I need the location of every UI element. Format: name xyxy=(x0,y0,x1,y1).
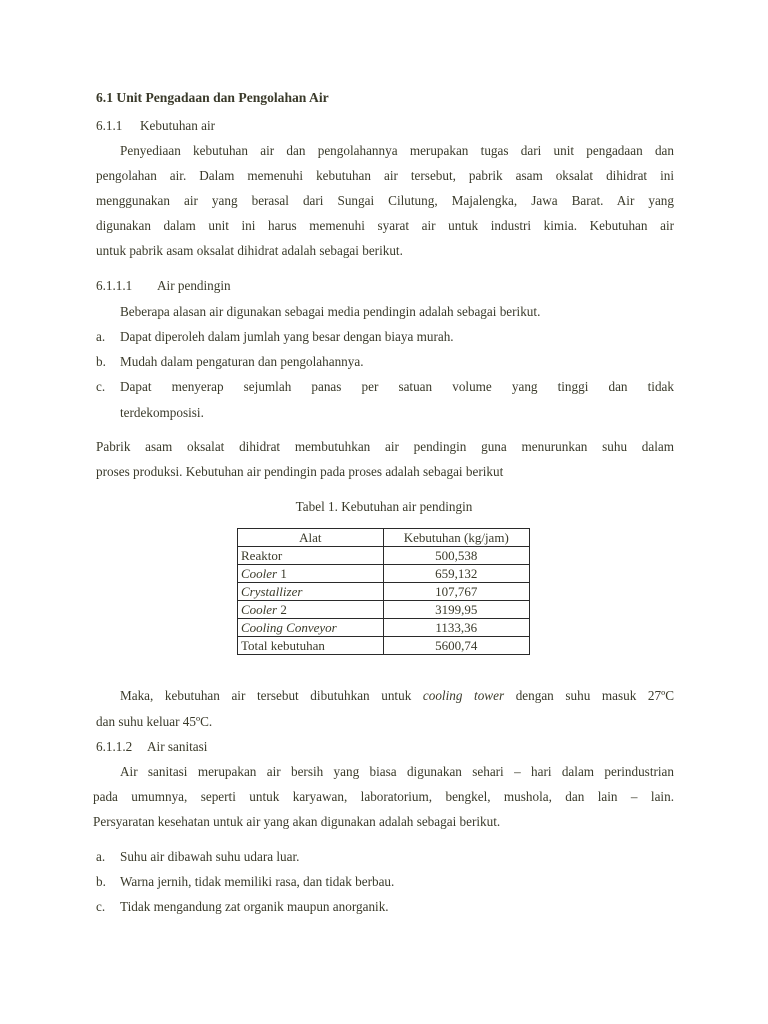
after-table-text: dengan suhu masuk 27ºC xyxy=(504,688,674,703)
section-title: 6.1 Unit Pengadaan dan Pengolahan Air xyxy=(96,90,329,105)
intro-line: pengolahan air. Dalam memenuhi kebutuhan air tersebut, pabrik asam oksalat dihidrat ini xyxy=(96,168,674,183)
cell-alat xyxy=(238,583,384,601)
intro-line: untuk pabrik asam oksalat dihidrat adalah sebagai berikut. xyxy=(96,243,403,258)
cell-value: 1133,36 xyxy=(383,619,529,637)
table-total-row xyxy=(238,637,530,655)
list-item: Mudah dalam pengaturan dan pengolahannya. xyxy=(120,354,364,369)
list-item: Dapat menyerap sejumlah panas per satuan volume yang tinggi dan tidak xyxy=(120,379,674,394)
cell-value: 5600,74 xyxy=(383,637,529,655)
table-row xyxy=(238,583,530,601)
intro-line: menggunakan air yang berasal dari Sungai Cilutung, Majalengka, Jawa Barat. Air yang xyxy=(96,193,674,208)
subsubsection-number: 6.1.1.1 xyxy=(96,278,133,293)
cell-alat-italic: Cooler xyxy=(241,566,278,581)
cell-alat xyxy=(238,565,384,583)
list-marker: a. xyxy=(96,329,106,344)
cell-alat-italic: Crystallizer xyxy=(241,584,303,599)
table-row xyxy=(238,565,530,583)
table-caption: Tabel 1. Kebutuhan air pendingin xyxy=(295,499,473,514)
after-table-italic: cooling tower xyxy=(422,688,505,703)
table-row xyxy=(238,547,530,565)
cell-alat: Reaktor xyxy=(238,547,384,565)
after-table-text: Maka, kebutuhan air tersebut dibutuhkan untuk xyxy=(120,688,423,703)
list-item-continuation: terdekomposisi. xyxy=(120,405,204,420)
subsection-number: 6.1.1 xyxy=(96,118,123,133)
cell-alat: Total kebutuhan xyxy=(238,637,384,655)
cell-value: 659,132 xyxy=(383,565,529,583)
cell-alat xyxy=(238,619,384,637)
cell-value: 500,538 xyxy=(383,547,529,565)
subsubsection-title: Air sanitasi xyxy=(147,739,208,754)
list-marker: c. xyxy=(96,899,106,914)
cell-alat xyxy=(238,601,384,619)
cell-alat-suffix: 1 xyxy=(277,566,287,581)
cell-value: 107,767 xyxy=(383,583,529,601)
cell-alat-italic: Cooler xyxy=(241,602,278,617)
cell-alat-suffix: 2 xyxy=(277,602,287,617)
list-item: Dapat diperoleh dalam jumlah yang besar dengan biaya murah. xyxy=(120,329,454,344)
sanitary-paragraph-line: pada umumnya, seperti untuk karyawan, laboratorium, bengkel, mushola, dan lain – lain. xyxy=(93,789,674,804)
sanitary-paragraph-line: Persyaratan kesehatan untuk air yang akan digunakan adalah sebagai berikut. xyxy=(93,814,501,829)
cell-alat-italic: Cooling Conveyor xyxy=(241,620,337,635)
header-alat: Alat xyxy=(238,529,384,547)
subsubsection-title: Air pendingin xyxy=(157,278,231,293)
cooling-paragraph-line: Pabrik asam oksalat dihidrat membutuhkan air pendingin guna menurunkan suhu dalam xyxy=(96,439,674,454)
cooling-water-table xyxy=(237,528,530,655)
list-marker: a. xyxy=(96,849,106,864)
cell-value: 3199,95 xyxy=(383,601,529,619)
intro-line: digunakan dalam unit ini harus memenuhi syarat air untuk industri kimia. Kebutuhan air xyxy=(96,218,674,233)
table-row xyxy=(238,601,530,619)
list-marker: b. xyxy=(96,354,106,369)
after-table-line xyxy=(120,688,674,704)
cooling-paragraph-line: proses produksi. Kebutuhan air pendingin pada proses adalah sebagai berikut xyxy=(96,464,504,479)
list-marker: c. xyxy=(96,379,106,394)
list-marker: b. xyxy=(96,874,106,889)
header-kebutuhan: Kebutuhan (kg/jam) xyxy=(383,529,529,547)
list-item: Suhu air dibawah suhu udara luar. xyxy=(120,849,300,864)
list-item: Tidak mengandung zat organik maupun anorganik. xyxy=(120,899,389,914)
sanitary-paragraph-line: Air sanitasi merupakan air bersih yang biasa digunakan sehari – hari dalam perindustrian xyxy=(120,764,674,779)
table-row xyxy=(238,619,530,637)
cooling-lead: Beberapa alasan air digunakan sebagai media pendingin adalah sebagai berikut. xyxy=(120,304,541,319)
table-header-row xyxy=(238,529,530,547)
after-table-line: dan suhu keluar 45ºC. xyxy=(96,714,213,729)
intro-line: Penyediaan kebutuhan air dan pengolahannya merupakan tugas dari unit pengadaan dan xyxy=(120,143,674,158)
list-item: Warna jernih, tidak memiliki rasa, dan tidak berbau. xyxy=(120,874,395,889)
subsection-title: Kebutuhan air xyxy=(140,118,216,133)
subsubsection-number: 6.1.1.2 xyxy=(96,739,133,754)
